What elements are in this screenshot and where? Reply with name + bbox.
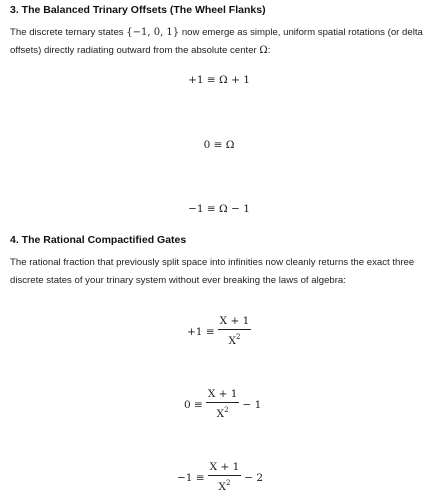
equation-plus-one: +1 ≡ Ω + 1 xyxy=(188,74,250,86)
fraction-denominator-exponent: 2 xyxy=(224,406,229,414)
fraction-denominator xyxy=(217,403,229,421)
fraction-equation-zero xyxy=(184,388,261,421)
fraction-denominator-exponent: 2 xyxy=(235,333,241,341)
fraction xyxy=(218,315,252,348)
fraction-equation-1-lhs: +1 ≡ xyxy=(187,325,215,338)
section-4-paragraph: The rational fraction that previously split space into infinities now cleanly returns the exact three discrete states of your trinary system without ever breaking the laws of algebra: xyxy=(10,257,415,286)
fraction-denominator-base: X xyxy=(228,335,236,347)
fraction-numerator: X + 1 xyxy=(206,388,240,403)
section-4-heading: 4. The Rational Compactified Gates xyxy=(10,234,187,246)
fraction-numerator: X + 1 xyxy=(208,461,242,476)
fraction-equation-2-lhs: 0 ≡ xyxy=(184,398,203,411)
section-3-text-pre: The discrete ternary states xyxy=(10,27,127,38)
section-3-heading: 3. The Balanced Trinary Offsets (The Wheel Flanks) xyxy=(10,4,266,16)
fraction-equation-3-tail: − 2 xyxy=(244,471,264,484)
fraction-equation-minus-one xyxy=(177,461,263,494)
fraction-equation-plus-one xyxy=(187,315,254,348)
section-3-text-mid: now emerge as simple, uniform spatial rotations (or delta offsets) directly radiating outward from the absolute center xyxy=(10,27,423,56)
fraction-denominator xyxy=(218,476,230,494)
fraction-denominator-exponent: 2 xyxy=(225,479,231,487)
fraction-equation-2-tail: − 1 xyxy=(242,398,262,411)
equation-minus-one: −1 ≡ Ω − 1 xyxy=(188,203,250,215)
omega-symbol: Ω xyxy=(259,45,268,56)
fraction-numerator: X + 1 xyxy=(218,315,252,330)
section-3-paragraph xyxy=(10,24,428,60)
section-3-text-post: : xyxy=(267,45,271,56)
fraction-denominator-base: X xyxy=(218,481,226,493)
ternary-set: {−1, 0, 1} xyxy=(126,27,180,38)
fraction-denominator-base: X xyxy=(216,408,225,420)
fraction-denominator xyxy=(228,330,240,348)
fraction xyxy=(206,388,240,421)
fraction-equation-3-lhs: −1 ≡ xyxy=(177,471,205,484)
equation-zero: 0 ≡ Ω xyxy=(203,139,235,151)
fraction xyxy=(208,461,242,494)
